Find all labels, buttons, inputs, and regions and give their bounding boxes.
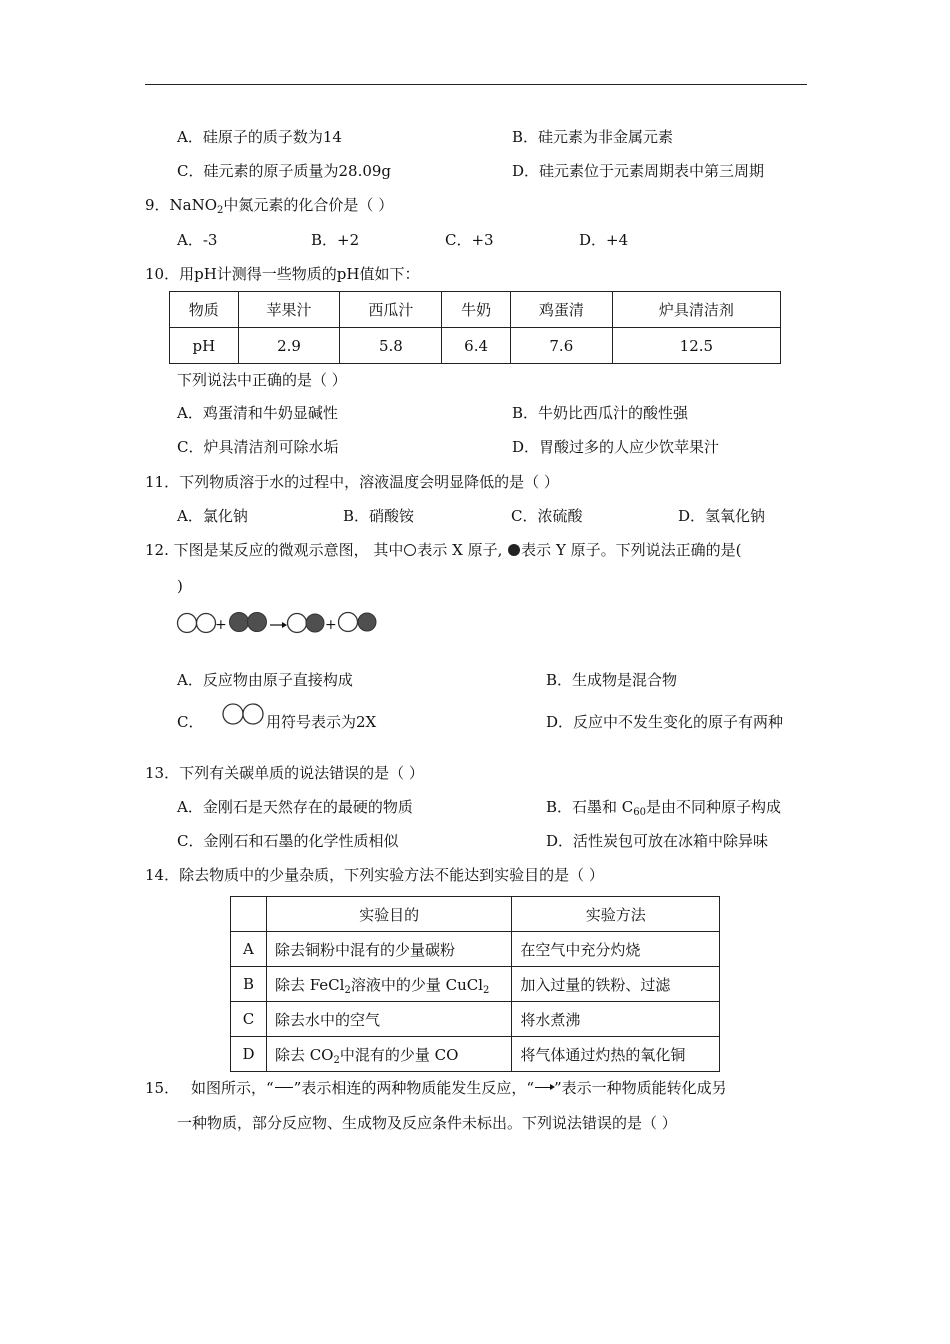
q10-option-c: C．炉具清洁剂可除水垢 — [177, 438, 339, 456]
row-label: B — [231, 967, 267, 1002]
x-atom — [197, 614, 216, 633]
x-atom — [243, 704, 263, 724]
ph-value-cell: 12.5 — [612, 328, 780, 364]
ph-header-cell: 物质 — [170, 292, 239, 328]
ph-value-cell: 7.6 — [510, 328, 612, 364]
x-atom — [178, 614, 197, 633]
table-row — [231, 1037, 720, 1072]
blank-header-cell — [231, 897, 267, 932]
table-row — [231, 967, 720, 1002]
q12-option-c-label: C． — [177, 713, 204, 731]
q12-stem: 12. 下图是某反应的微观示意图， 其中 表示 X 原子, 表示 Y 原子。下列说法正确的是( — [145, 541, 742, 559]
y-atom-icon — [508, 544, 520, 556]
q15-stem-line2: 一种物质，部分反应物、生成物及反应条件未标出。下列说法错误的是（ ） — [177, 1114, 677, 1132]
q15-stem-line1: 如图所示，“ ”表示相连的两种物质能发生反应，“ ”表示一种物质能转化成另 — [191, 1079, 727, 1097]
q13-option-a: A．金刚石是天然存在的最硬的物质 — [177, 798, 413, 816]
q9-option-c: C．+3 — [445, 231, 494, 249]
reaction-diagram — [175, 610, 385, 640]
purpose-cell: 除去 $CO_2$中混有的少量 CO — [266, 1037, 511, 1072]
ph-table — [169, 291, 781, 364]
y-atom — [358, 613, 376, 631]
q13-option-c: C．金刚石和石墨的化学性质相似 — [177, 832, 399, 850]
purpose-cell: 除去水中的空气 — [266, 1002, 511, 1037]
ph-value-cell: 6.4 — [442, 328, 511, 364]
q8-option-d: D．硅元素位于元素周期表中第三周期 — [512, 162, 765, 180]
q9-stem: 9．NaNO$_2$中氮元素的化合价是（ ） — [145, 196, 394, 216]
q13-option-b: B．石墨和 $C_{60}$是由不同种原子构成 — [546, 798, 782, 818]
q15-number: 15． — [145, 1079, 180, 1097]
q8-option-b: B．硅元素为非金属元素 — [512, 128, 674, 146]
q10-option-d: D．胃酸过多的人应少饮苹果汁 — [512, 438, 720, 456]
method-cell: 加入过量的铁粉、过滤 — [512, 967, 720, 1002]
ph-header-cell: 苹果汁 — [238, 292, 340, 328]
method-cell: 在空气中充分灼烧 — [512, 932, 720, 967]
row-label: C — [231, 1002, 267, 1037]
q9-option-d: D．+4 — [579, 231, 629, 249]
y-atom — [306, 614, 324, 632]
reaction-plus: + — [325, 617, 337, 633]
q11-option-c: C．浓硫酸 — [511, 507, 583, 525]
q9-option-b: B．+2 — [311, 231, 360, 249]
purpose-cell: 除去 FeCl$_2$溶液中的少量 CuCl$_2$ — [266, 967, 511, 1002]
q11-option-d: D．氢氧化钠 — [678, 507, 766, 525]
ph-header-cell: 西瓜汁 — [340, 292, 442, 328]
q11-option-a: A．氯化钠 — [177, 507, 248, 525]
conversion-arrow-icon — [535, 1087, 553, 1088]
header-rule — [145, 84, 807, 85]
q9-option-a: A．-3 — [177, 231, 218, 249]
q14-stem: 14．除去物质中的少量杂质，下列实验方法不能达到实验目的是（ ） — [145, 866, 604, 884]
table-row — [231, 932, 720, 967]
ph-table-header-row — [170, 292, 781, 328]
q12-stem-continued: ) — [177, 577, 183, 595]
q8-option-c: C．硅元素的原子质量为28.09g — [177, 162, 392, 180]
x-atom-icon — [404, 544, 416, 556]
q11-option-b: B．硝酸铵 — [343, 507, 415, 525]
x2-molecule-diagram — [220, 701, 270, 727]
q10-option-a: A．鸡蛋清和牛奶显碱性 — [177, 404, 338, 422]
ph-header-cell: 鸡蛋清 — [510, 292, 612, 328]
x-atom — [339, 613, 358, 632]
q10-stem: 10．用pH计测得一些物质的pH值如下： — [145, 265, 420, 283]
reaction-arrow-head — [282, 622, 287, 628]
x-atom — [288, 614, 307, 633]
ph-value-cell: pH — [170, 328, 239, 364]
q13-option-d: D．活性炭包可放在冰箱中除异味 — [546, 832, 769, 850]
q10-option-b: B．牛奶比西瓜汁的酸性强 — [512, 404, 689, 422]
ph-value-cell: 2.9 — [238, 328, 340, 364]
y-atom — [230, 613, 249, 632]
reaction-line-symbol — [275, 1087, 293, 1088]
purpose-header: 实验目的 — [266, 897, 511, 932]
reaction-plus: + — [215, 617, 227, 633]
ph-table-value-row — [170, 328, 781, 364]
method-header: 实验方法 — [512, 897, 720, 932]
ph-header-cell: 炉具清洁剂 — [612, 292, 780, 328]
purpose-cell: 除去铜粉中混有的少量碳粉 — [266, 932, 511, 967]
q11-stem: 11．下列物质溶于水的过程中，溶液温度会明显降低的是（ ） — [145, 473, 559, 491]
experiment-table — [230, 896, 720, 1072]
q12-option-c: 用符号表示为2X — [266, 713, 377, 731]
method-cell: 将水煮沸 — [512, 1002, 720, 1037]
q8-option-a: A．硅原子的质子数为14 — [177, 128, 342, 146]
experiment-table-header-row — [231, 897, 720, 932]
table-row — [231, 1002, 720, 1037]
ph-value-cell: 5.8 — [340, 328, 442, 364]
q10-prompt: 下列说法中正确的是（ ） — [177, 371, 347, 389]
q13-stem: 13．下列有关碳单质的说法错误的是（ ） — [145, 764, 424, 782]
method-cell: 将气体通过灼热的氧化铜 — [512, 1037, 720, 1072]
row-label: A — [231, 932, 267, 967]
q12-option-b: B．生成物是混合物 — [546, 671, 678, 689]
y-atom — [248, 613, 267, 632]
x-atom — [223, 704, 243, 724]
ph-header-cell: 牛奶 — [442, 292, 511, 328]
q12-option-a: A．反应物由原子直接构成 — [177, 671, 353, 689]
q12-option-d: D．反应中不发生变化的原子有两种 — [546, 713, 784, 731]
row-label: D — [231, 1037, 267, 1072]
